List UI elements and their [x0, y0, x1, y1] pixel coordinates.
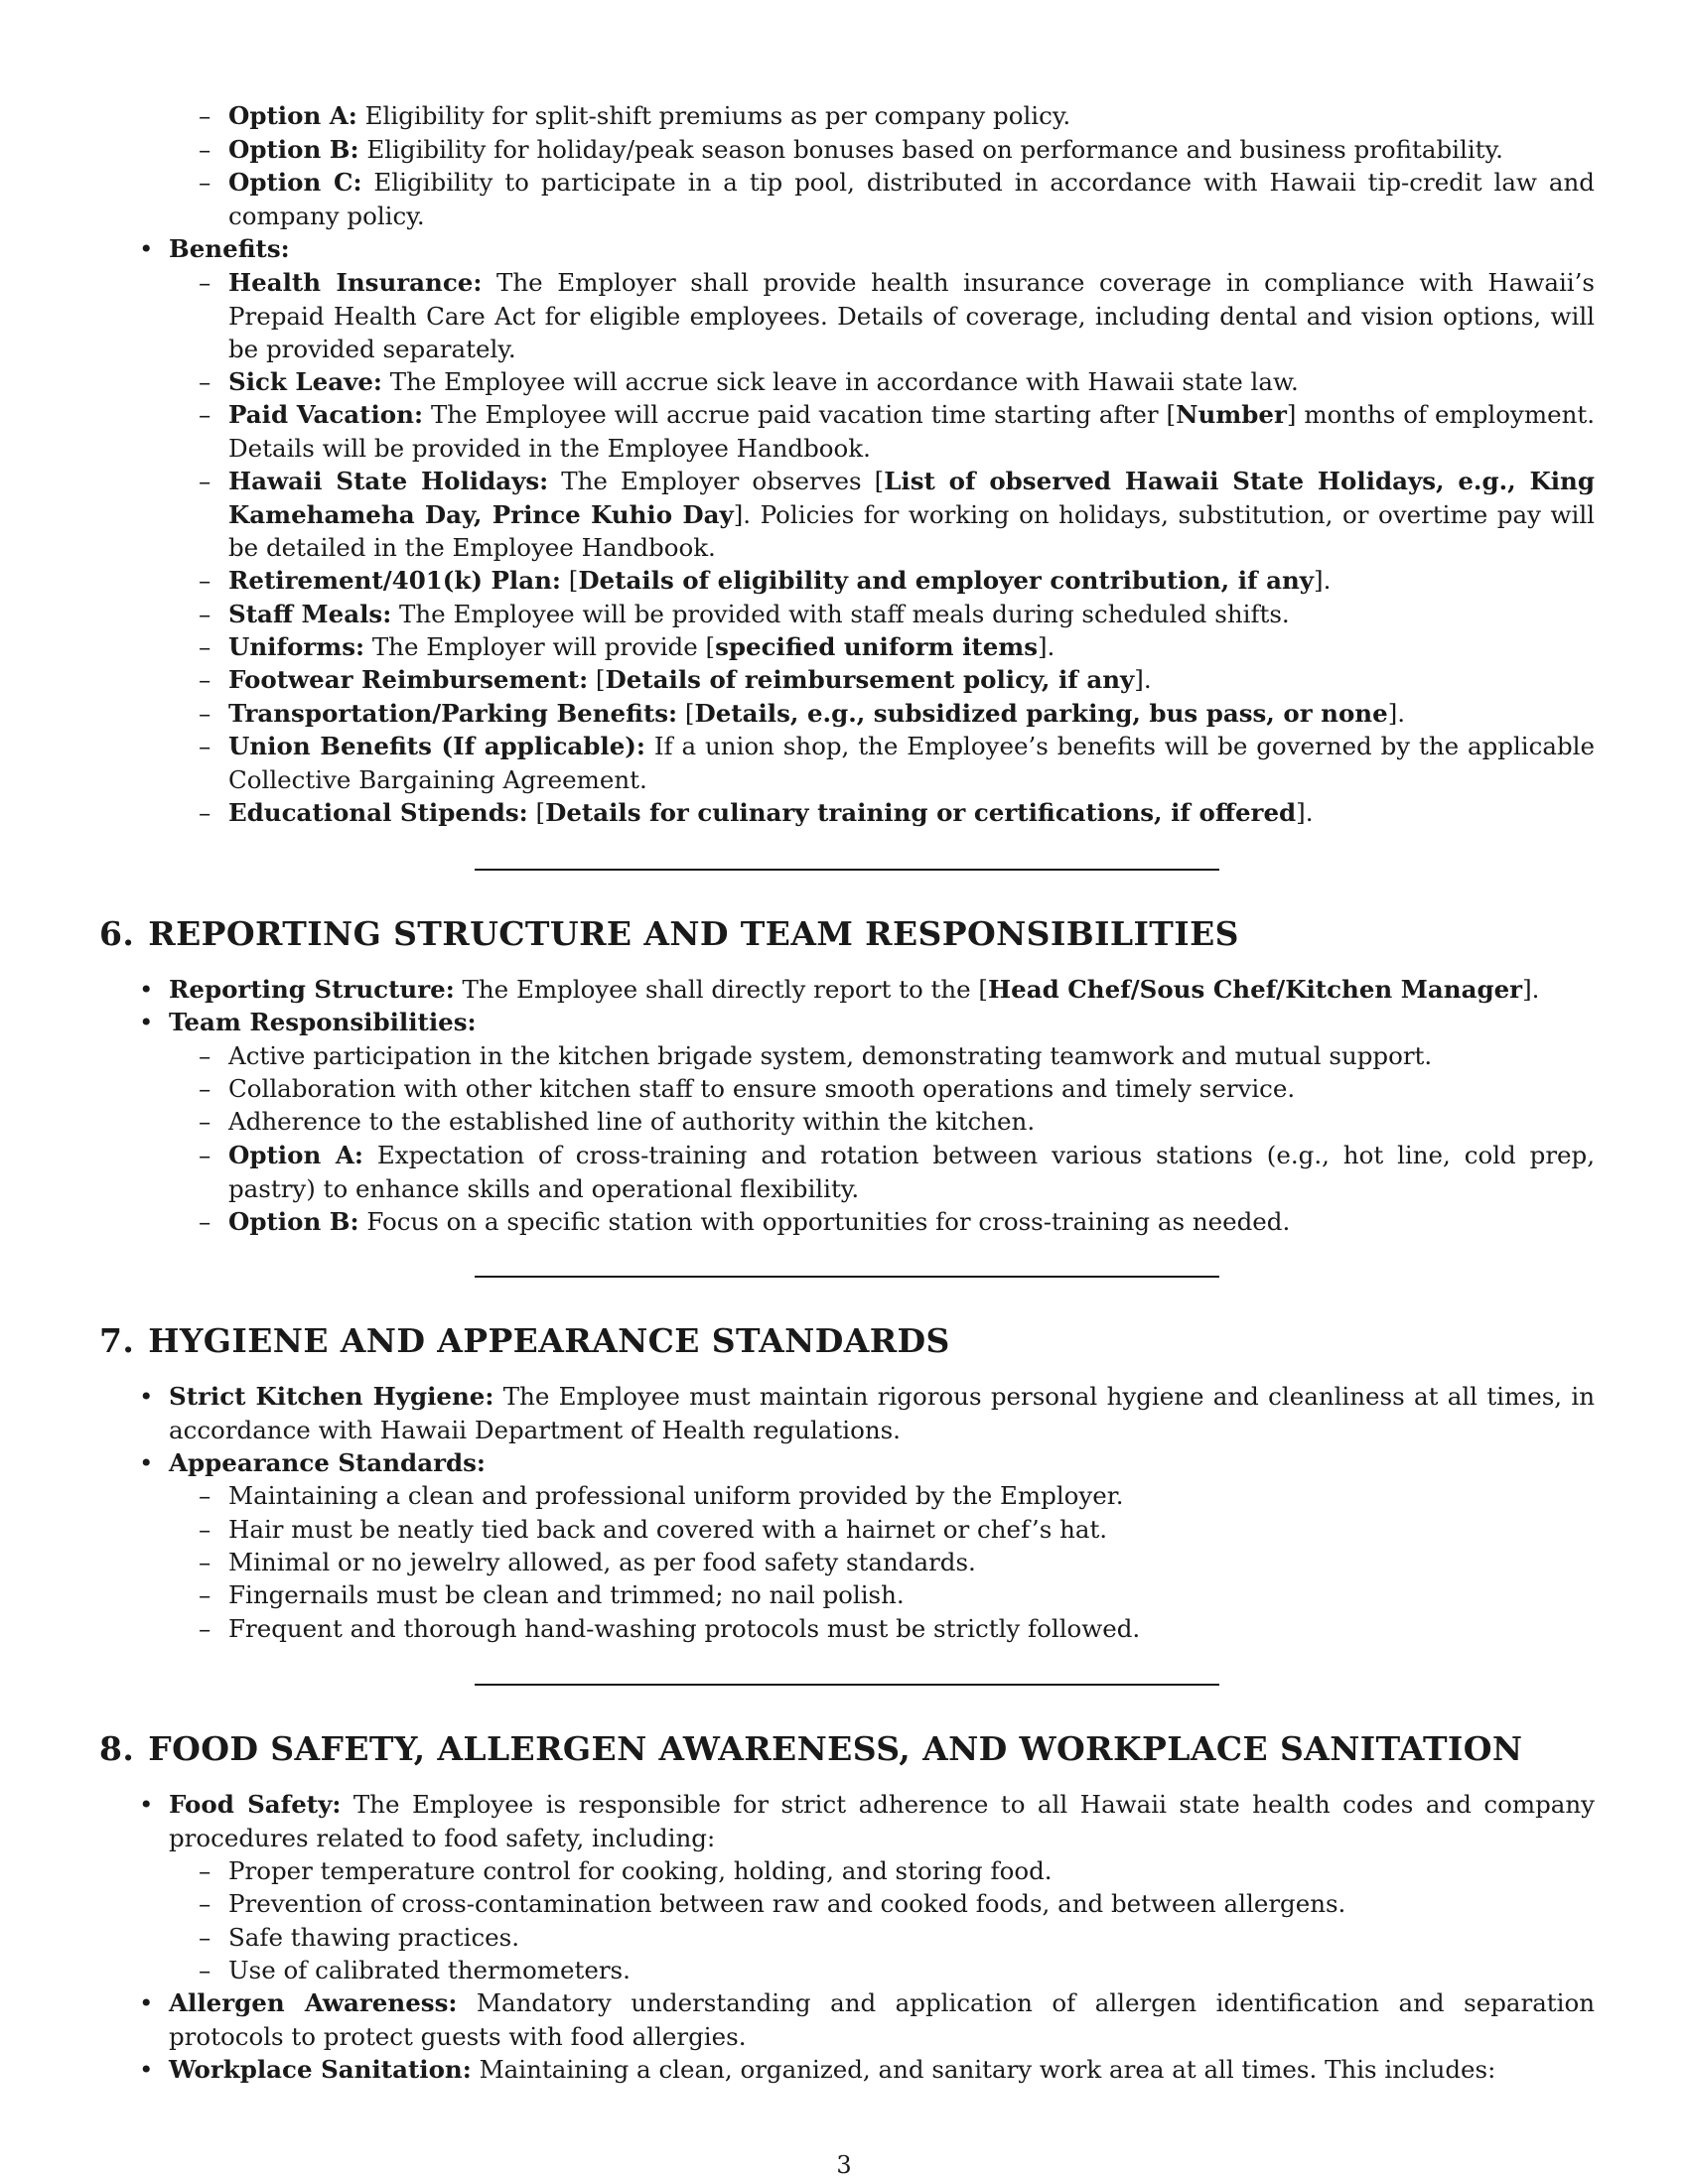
section-divider	[475, 869, 1219, 871]
food-safety-subitem: – Safe thawing practices.	[199, 1923, 520, 1952]
team-item: – Active participation in the kitchen brigade system, demonstrating teamwork and mutual support.	[199, 1041, 1433, 1070]
benefit-state-holidays: – Hawaii State Holidays: The Employer observes [List of observed Hawaii State Holidays, e.g., King Kamehameha Day, Prince Kuhio Day]. Policies for working on holidays, substitution, or overtime pay will be detailed in the Employee Handbook.	[199, 467, 1595, 562]
section-7-heading: 7. HYGIENE AND APPEARANCE STANDARDS	[99, 1321, 950, 1360]
food-safety-subitem: – Proper temperature control for cooking, holding, and storing food.	[199, 1856, 1053, 1885]
benefit-retirement: – Retirement/401(k) Plan: [Details of eligibility and employer contribution, if any].	[199, 566, 1332, 595]
section-divider	[475, 1684, 1219, 1686]
workplace-sanitation-item: • Workplace Sanitation: Maintaining a clean, organized, and sanitary work area at all times. This includes:	[139, 2055, 1496, 2084]
benefit-union: – Union Benefits (If applicable): If a union shop, the Employee’s benefits will be governed by the applicable Collective Bargaining Agreement.	[199, 732, 1595, 794]
benefit-educational-stipends: – Educational Stipends: [Details for culinary training or certifications, if offered].	[199, 798, 1314, 827]
team-item: – Collaboration with other kitchen staff to ensure smooth operations and timely service.	[199, 1074, 1296, 1103]
section-divider	[475, 1276, 1219, 1278]
appearance-item: – Maintaining a clean and professional uniform provided by the Employer.	[199, 1481, 1124, 1510]
section-8-heading: 8. FOOD SAFETY, ALLERGEN AWARENESS, AND WORKPLACE SANITATION	[99, 1729, 1523, 1768]
option-b-item: – Option B: Eligibility for holiday/peak season bonuses based on performance and business profitability.	[199, 135, 1503, 164]
appearance-standards-heading: • Appearance Standards:	[139, 1448, 486, 1477]
benefit-health-insurance: – Health Insurance: The Employer shall provide health insurance coverage in compliance with Hawaii’s Prepaid Health Care Act for eligible employees. Details of coverage, including dental and vision options, will be provided separately.	[199, 268, 1595, 363]
appearance-item: – Minimal or no jewelry allowed, as per food safety standards.	[199, 1548, 976, 1576]
food-safety-subitem: – Prevention of cross-contamination between raw and cooked foods, and between allergens.	[199, 1889, 1346, 1918]
reporting-structure-item: • Reporting Structure: The Employee shall directly report to the [Head Chef/Sous Chef/Kitchen Manager].	[139, 975, 1540, 1004]
option-a-item: – Option A: Eligibility for split-shift premiums as per company policy.	[199, 101, 1071, 130]
appearance-item: – Frequent and thorough hand-washing protocols must be strictly followed.	[199, 1614, 1141, 1643]
benefit-paid-vacation: – Paid Vacation: The Employee will accrue paid vacation time starting after [Number] months of employment. Details will be provided in the Employee Handbook.	[199, 400, 1596, 463]
food-safety-item: • Food Safety: The Employee is responsible for strict adherence to all Hawaii state health codes and company procedures related to food safety, including:	[139, 1790, 1595, 1852]
kitchen-hygiene-item: • Strict Kitchen Hygiene: The Employee must maintain rigorous personal hygiene and cleanliness at all times, in accordance with Hawaii Department of Health regulations.	[139, 1382, 1595, 1444]
benefit-uniforms: – Uniforms: The Employer will provide [specified uniform items].	[199, 632, 1055, 661]
allergen-awareness-item: • Allergen Awareness: Mandatory understanding and application of allergen identification and separation protocols to protect guests with food allergies.	[139, 1988, 1596, 2051]
food-safety-subitem: – Use of calibrated thermometers.	[199, 1956, 631, 1984]
option-c-item: – Option C: Eligibility to participate in a tip pool, distributed in accordance with Hawaii tip-credit law and company policy.	[199, 168, 1595, 230]
benefit-footwear: – Footwear Reimbursement: [Details of reimbursement policy, if any].	[199, 665, 1152, 694]
benefit-staff-meals: – Staff Meals: The Employee will be provided with staff meals during scheduled shifts.	[199, 600, 1290, 628]
appearance-item: – Hair must be neatly tied back and covered with a hairnet or chef’s hat.	[199, 1515, 1108, 1544]
team-responsibilities-heading: • Team Responsibilities:	[139, 1008, 477, 1036]
section-6-heading: 6. REPORTING STRUCTURE AND TEAM RESPONSIBILITIES	[99, 914, 1239, 953]
team-item: – Adherence to the established line of authority within the kitchen.	[199, 1107, 1036, 1136]
page-number: 3	[836, 2151, 852, 2179]
team-option-a: – Option A: Expectation of cross-training and rotation between various stations (e.g., hot line, cold prep, pastry) to enhance skills and operational flexibility.	[199, 1141, 1595, 1203]
team-option-b: – Option B: Focus on a specific station with opportunities for cross-training as needed.	[199, 1207, 1291, 1236]
benefit-transportation: – Transportation/Parking Benefits: [Details, e.g., subsidized parking, bus pass, or none].	[199, 699, 1406, 728]
benefits-heading: • Benefits:	[139, 234, 290, 263]
benefit-sick-leave: – Sick Leave: The Employee will accrue sick leave in accordance with Hawaii state law.	[199, 367, 1299, 396]
appearance-item: – Fingernails must be clean and trimmed; no nail polish.	[199, 1580, 905, 1609]
